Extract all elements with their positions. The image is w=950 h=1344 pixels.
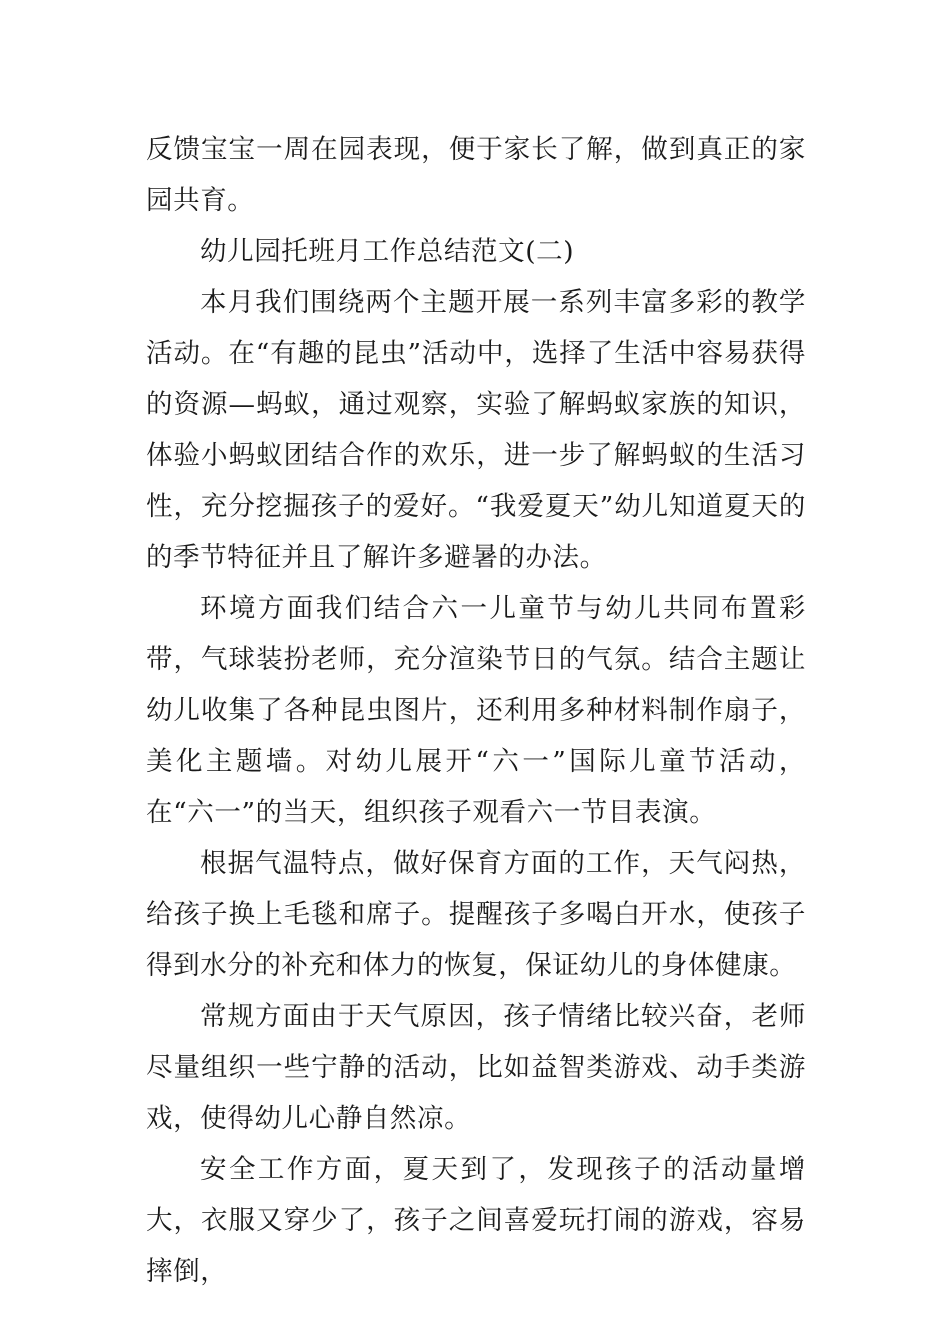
paragraph-environment: 环境方面我们结合六一儿童节与幼儿共同布置彩带，气球装扮老师，充分渲染节日的气氛。结合主题让幼儿收集了各种昆虫图片，还利用多种材料制作扇子，美化主题墙。对幼儿展开“六一”国际儿童节活动，在“六一”的当天，组织孩子观看六一节目表演。 <box>146 593 806 828</box>
paragraph-themes: 本月我们围绕两个主题开展一系列丰富多彩的教学活动。在“有趣的昆虫”活动中，选择了生活中容易获得的资源—蚂蚁，通过观察，实验了解蚂蚁家族的知识，体验小蚂蚁团结合作的欢乐，进一步了解蚂蚁的生活习性，充分挖掘孩子的爱好。“我爱夏天”幼儿知道夏天的的季节特征并且了解许多避暑的办法。 <box>146 287 806 573</box>
document-body <box>146 124 806 1297</box>
paragraph-routine: 常规方面由于天气原因，孩子情绪比较兴奋，老师尽量组织一些宁静的活动，比如益智类游戏、动手类游戏，使得幼儿心静自然凉。 <box>146 1001 806 1134</box>
paragraph-continuation: 反馈宝宝一周在园表现，便于家长了解，做到真正的家园共育。 <box>146 134 806 216</box>
paragraph-safety: 安全工作方面，夏天到了，发现孩子的活动量增大，衣服又穿少了，孩子之间喜爱玩打闹的游戏，容易摔倒， <box>146 1154 806 1287</box>
paragraph-care: 根据气温特点，做好保育方面的工作，天气闷热，给孩子换上毛毯和席子。提醒孩子多喝白开水，使孩子得到水分的补充和体力的恢复，保证幼儿的身体健康。 <box>146 848 806 981</box>
section-heading: 幼儿园托班月工作总结范文(二) <box>200 236 575 267</box>
